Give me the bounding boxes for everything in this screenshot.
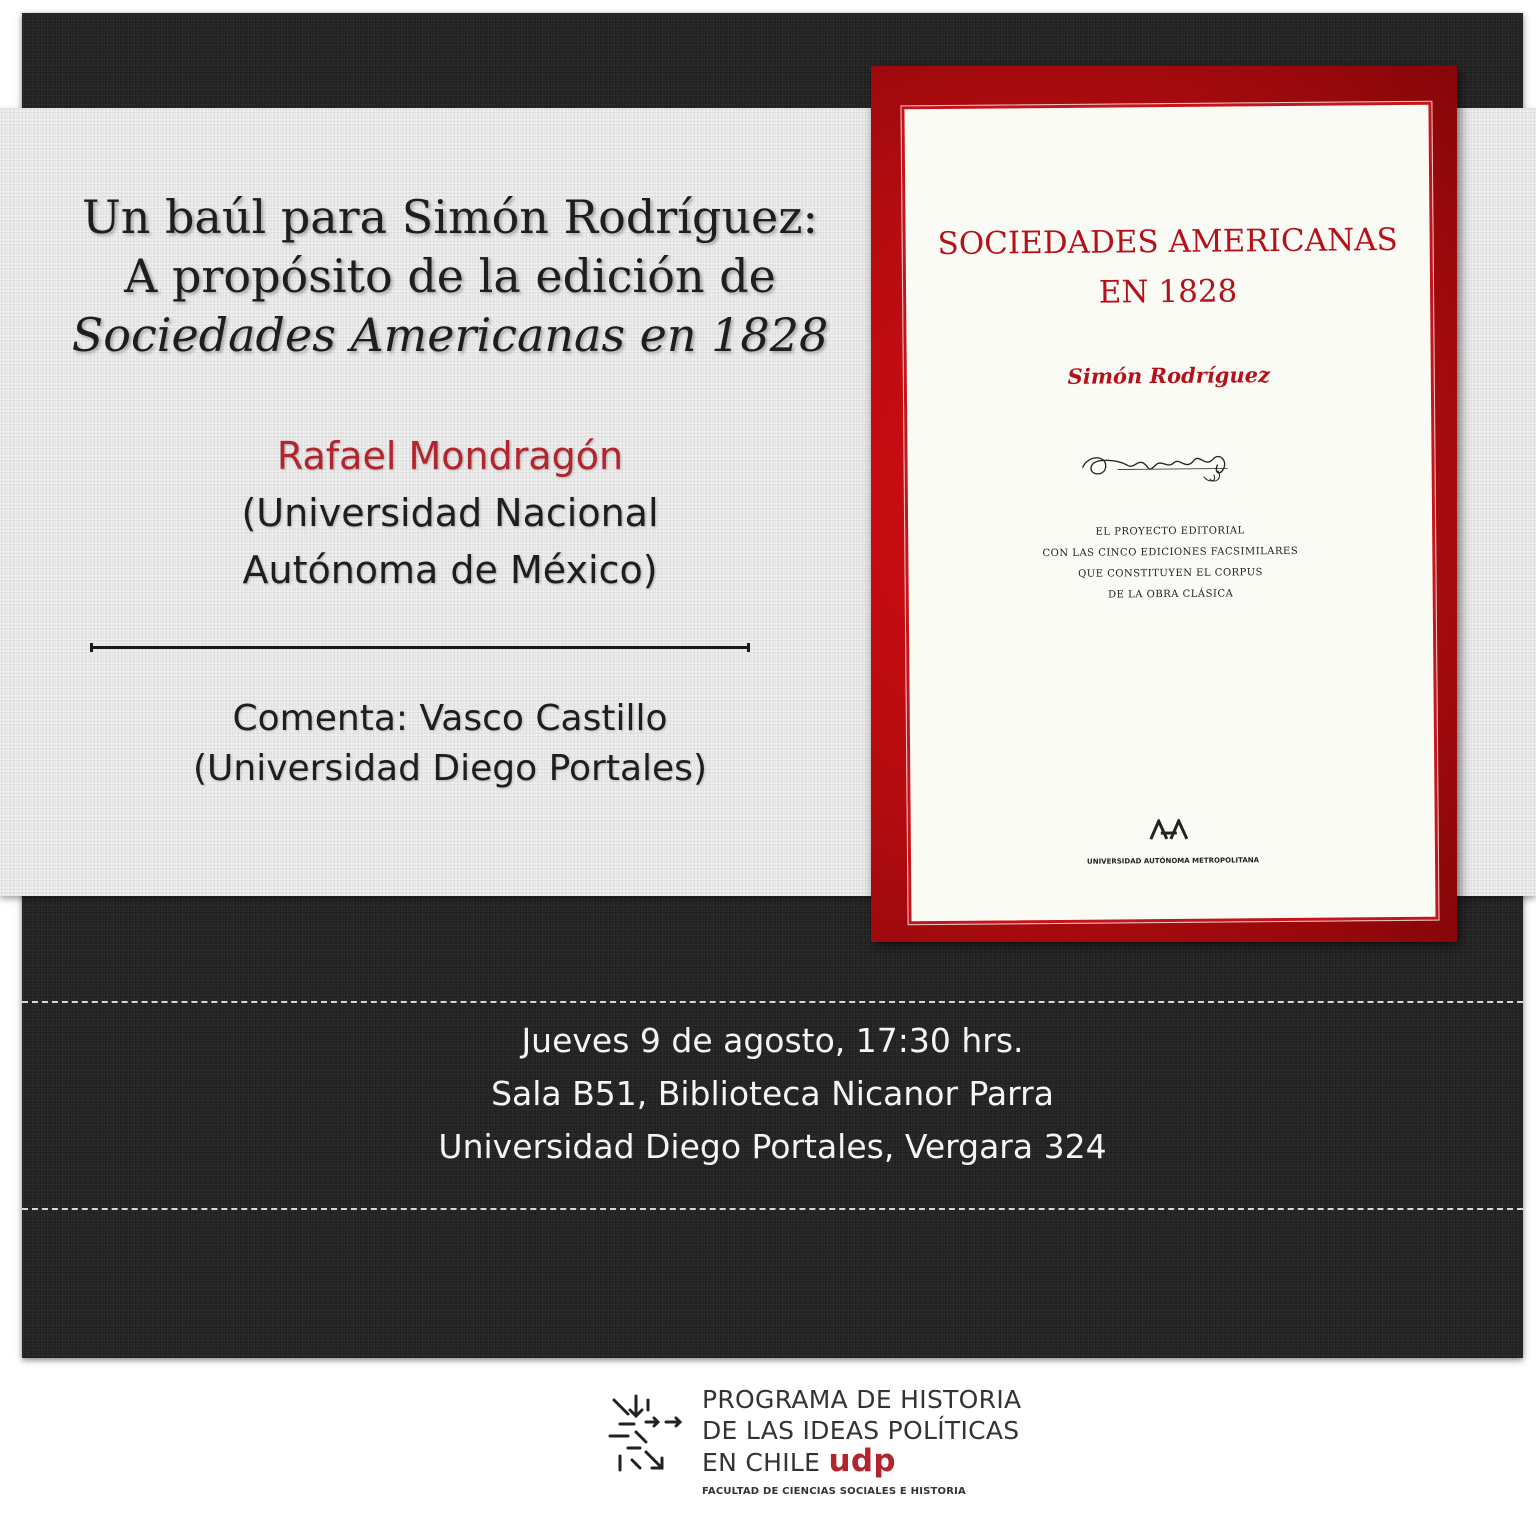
speaker-affiliation-line2: Autónoma de México)	[242, 548, 658, 592]
footer-line3-wrap	[702, 1443, 1021, 1479]
book-subtitle	[908, 519, 1433, 608]
event-title-line3: Sociedades Americanas en 1828	[71, 308, 829, 362]
book-subtitle-line1: EL PROYECTO EDITORIAL	[1095, 525, 1245, 538]
footer-faculty: FACULTAD DE CIENCIAS SOCIALES E HISTORIA	[702, 1486, 966, 1497]
speaker-affiliation-line1: (Universidad Nacional	[241, 491, 659, 535]
event-title	[40, 188, 860, 365]
book-title-line1: SOCIEDADES AMERICANAS	[937, 222, 1398, 263]
book-subtitle-line4: DE LA OBRA CLÁSICA	[1108, 588, 1234, 601]
book-cover	[871, 66, 1457, 942]
event-details	[22, 1014, 1523, 1173]
publisher-name: UNIVERSIDAD AUTÓNOMA METROPOLITANA	[1086, 856, 1260, 866]
event-title-line2: A propósito de la edición de	[124, 249, 776, 303]
book-subtitle-line2: CON LAS CINCO EDICIONES FACSIMILARES	[1042, 545, 1299, 560]
footer-line1: PROGRAMA DE HISTORIA	[702, 1385, 1022, 1414]
event-date-time: Jueves 9 de agosto, 17:30 hrs.	[521, 1021, 1024, 1060]
udp-brand: udp	[828, 1443, 896, 1479]
commentator-block	[40, 694, 860, 794]
footer-program	[702, 1384, 1021, 1497]
section-divider	[90, 646, 750, 649]
book-title-line2: EN 1828	[1098, 273, 1238, 311]
footer-line3: EN CHILE	[702, 1448, 821, 1477]
commentator-line1: Comenta: Vasco Castillo	[232, 698, 668, 739]
event-address: Universidad Diego Portales, Vergara 324	[438, 1127, 1107, 1166]
book-subtitle-line3: QUE CONSTITUYEN EL CORPUS	[1078, 567, 1264, 580]
commentator-line2: (Universidad Diego Portales)	[192, 748, 707, 789]
book-cover-page	[901, 102, 1438, 925]
speaker-block	[40, 428, 860, 599]
book-author: Simón Rodríguez	[1067, 362, 1271, 389]
converging-arrows-icon	[606, 1392, 688, 1474]
event-title-line1: Un baúl para Simón Rodríguez:	[81, 190, 819, 244]
dashed-divider-bottom	[22, 1208, 1523, 1210]
footer-line2: DE LAS IDEAS POLÍTICAS	[702, 1416, 1020, 1445]
dashed-divider-top	[22, 1001, 1523, 1003]
publisher-logo-icon	[1149, 819, 1189, 841]
event-room: Sala B51, Biblioteca Nicanor Parra	[491, 1074, 1054, 1113]
book-title	[905, 215, 1430, 320]
signature-icon	[1077, 438, 1247, 489]
speaker-name: Rafael Mondragón	[276, 434, 624, 478]
